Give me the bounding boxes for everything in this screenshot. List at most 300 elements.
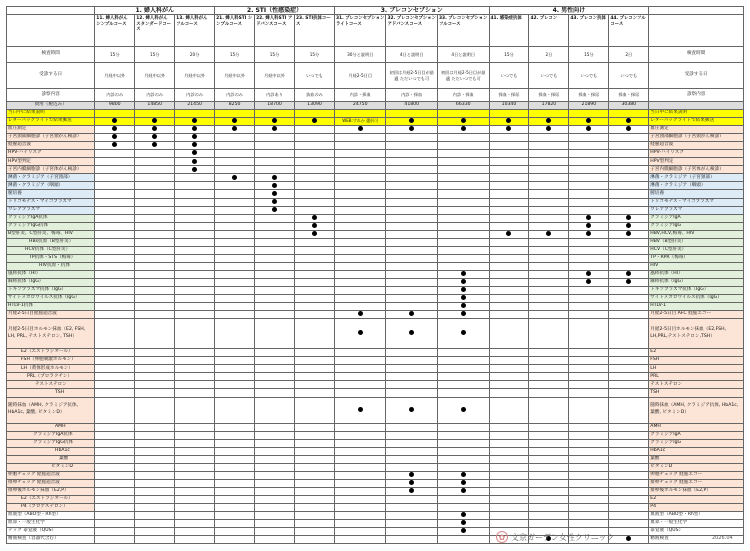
test-cell (569, 487, 609, 495)
test-row (7, 536, 744, 544)
test-cell (489, 381, 529, 389)
test-cell (569, 190, 609, 198)
meta-cell: いつでも (489, 63, 529, 89)
test-cell (95, 295, 135, 303)
test-cell (529, 311, 569, 319)
test-cell (569, 166, 609, 174)
test-cell (569, 471, 609, 479)
included-dot-icon (506, 118, 511, 123)
test-cell (95, 118, 135, 126)
included-dot-icon (461, 279, 466, 284)
test-cell (215, 373, 255, 381)
test-cell (489, 222, 529, 230)
test-cell (215, 158, 255, 166)
test-cell (255, 389, 295, 397)
test-cell (569, 118, 609, 126)
test-cell (295, 174, 335, 182)
test-cell (529, 230, 569, 238)
test-cell (175, 349, 215, 357)
test-row (7, 110, 744, 118)
document-date: 2026.04 (712, 535, 733, 541)
test-cell (529, 439, 569, 447)
meta-cell: 初回は月経2-5日目が最適 ただいつでも可 (437, 63, 489, 89)
included-dot-icon (546, 118, 551, 123)
test-cell (609, 479, 649, 487)
meta-cell: 15分 (295, 47, 335, 63)
test-row (7, 126, 744, 134)
test-cell (386, 397, 438, 423)
meta-cell: 15分 (95, 47, 135, 63)
test-cell (386, 206, 438, 214)
test-cell (489, 319, 529, 349)
test-cell (437, 520, 489, 528)
test-cell (386, 254, 438, 262)
test-cell (569, 150, 609, 158)
test-label: HIV抗原・抗体 (7, 262, 95, 270)
test-row (7, 528, 744, 536)
test-cell (95, 222, 135, 230)
test-cell (255, 254, 295, 262)
test-cell (215, 319, 255, 349)
test-cell (215, 512, 255, 520)
test-cell (386, 503, 438, 511)
test-cell (95, 357, 135, 365)
test-cell (175, 303, 215, 311)
test-cell (334, 126, 386, 134)
test-cell (175, 158, 215, 166)
included-dot-icon (626, 118, 631, 123)
test-row (7, 190, 744, 198)
test-cell (489, 311, 529, 319)
test-cell (569, 311, 609, 319)
test-cell (175, 262, 215, 270)
test-cell (135, 142, 175, 150)
test-cell (489, 447, 529, 455)
included-dot-icon (461, 118, 466, 123)
test-cell (334, 311, 386, 319)
test-cell (95, 520, 135, 528)
test-cell (569, 503, 609, 511)
test-cell (175, 295, 215, 303)
included-dot-icon (546, 126, 551, 131)
test-cell (437, 254, 489, 262)
test-cell (334, 222, 386, 230)
test-cell (334, 182, 386, 190)
test-cell (215, 142, 255, 150)
test-cell (569, 303, 609, 311)
test-cell (295, 479, 335, 487)
included-dot-icon (409, 118, 414, 123)
test-cell (386, 190, 438, 198)
test-cell (609, 134, 649, 142)
test-cell (135, 487, 175, 495)
fee-cell: 41800 (386, 102, 438, 110)
meta-label-right: 検査時間 (649, 47, 744, 63)
test-cell (437, 206, 489, 214)
test-label-right: AMH (649, 423, 744, 431)
included-dot-icon (586, 126, 591, 131)
test-cell (295, 512, 335, 520)
test-cell (437, 262, 489, 270)
test-cell (609, 190, 649, 198)
test-label-right: 卵胞チェック 経腟エコー (649, 471, 744, 479)
test-label: 随時抹血（AMH, クラミジア抗体, HbA1c, 葉酸, ビタミンD） (7, 397, 95, 423)
test-cell (215, 495, 255, 503)
test-cell (135, 423, 175, 431)
test-row (7, 270, 744, 278)
meta-cell: 月経中以外 (175, 63, 215, 89)
meta-cell: 15分 (569, 47, 609, 63)
test-cell (437, 471, 489, 479)
test-cell (95, 439, 135, 447)
test-cell (95, 254, 135, 262)
test-cell (529, 487, 569, 495)
test-cell (609, 254, 649, 262)
test-cell (569, 222, 609, 230)
included-dot-icon (461, 295, 466, 300)
test-cell (175, 254, 215, 262)
test-cell (529, 238, 569, 246)
test-label: 卵胞チェック 経腟超音波 (7, 471, 95, 479)
course-header: 32. ブレコンセプション アドバンスコース (386, 15, 438, 47)
fee-cell: 17820 (529, 102, 569, 110)
test-cell (95, 381, 135, 389)
included-dot-icon (192, 118, 197, 123)
test-cell (437, 463, 489, 471)
test-cell (437, 536, 489, 544)
test-label: サイトメガロウイルス抗体（IgG） (7, 295, 95, 303)
test-cell (529, 174, 569, 182)
test-cell (529, 349, 569, 357)
test-row (7, 206, 744, 214)
test-label: 月経2-5日目ホルモン抹血（E2, FSH, LH, PRL, テストステロン, TSH） (7, 319, 95, 349)
test-label: 精液検査（容器代含む） (7, 536, 95, 544)
test-cell (215, 455, 255, 463)
test-cell (135, 357, 175, 365)
test-cell (609, 230, 649, 238)
test-cell (255, 206, 295, 214)
meta-cell: 20分 (175, 47, 215, 63)
test-row (7, 287, 744, 295)
course-header: 21. 婦人科STI シンプルコース (215, 15, 255, 47)
test-cell (609, 389, 649, 397)
test-cell (437, 423, 489, 431)
test-cell (175, 495, 215, 503)
test-cell (489, 487, 529, 495)
meta-cell: 内診・採血 (386, 89, 438, 102)
test-cell (215, 447, 255, 455)
test-cell (295, 373, 335, 381)
test-cell (215, 190, 255, 198)
test-cell (529, 142, 569, 150)
test-cell (255, 190, 295, 198)
test-cell (255, 150, 295, 158)
test-cell (95, 303, 135, 311)
test-cell (569, 479, 609, 487)
included-dot-icon (152, 118, 157, 123)
test-cell (215, 389, 255, 397)
included-dot-icon (586, 118, 591, 123)
included-dot-icon (506, 231, 511, 236)
test-label-right: 血算・一般生化学 (649, 520, 744, 528)
test-label-right: 血液型（ABO型・Rh型） (649, 512, 744, 520)
included-dot-icon (409, 472, 414, 477)
test-cell (135, 319, 175, 349)
test-row (7, 278, 744, 286)
test-cell (437, 246, 489, 254)
test-cell (437, 126, 489, 134)
test-label-right: 葉酸 (649, 455, 744, 463)
test-cell (386, 174, 438, 182)
test-cell (95, 190, 135, 198)
test-cell (295, 365, 335, 373)
test-cell (295, 166, 335, 174)
test-cell (386, 126, 438, 134)
test-cell (437, 381, 489, 389)
test-label: LH（黄体形成ホルモン） (7, 365, 95, 373)
course-header-blank (7, 15, 95, 47)
test-cell (255, 262, 295, 270)
course-header: 43. ブレコン抗体 (569, 15, 609, 47)
fee-cell: 66330 (437, 102, 489, 110)
test-cell (569, 206, 609, 214)
test-cell (569, 126, 609, 134)
test-cell (295, 198, 335, 206)
test-cell (489, 471, 529, 479)
test-cell (175, 520, 215, 528)
test-cell (334, 214, 386, 222)
test-cell (334, 198, 386, 206)
test-label-right: クラミジアIgG (649, 439, 744, 447)
test-cell (489, 230, 529, 238)
test-cell (334, 520, 386, 528)
test-label-right: HTLV-1 (649, 303, 744, 311)
included-dot-icon (312, 118, 317, 123)
test-cell (437, 479, 489, 487)
test-label-right: HBV（B型肝炎） (649, 238, 744, 246)
test-row (7, 512, 744, 520)
test-cell (609, 238, 649, 246)
test-cell (529, 246, 569, 254)
test-cell (135, 349, 175, 357)
test-cell (609, 423, 649, 431)
test-cell (489, 287, 529, 295)
test-label: 淋菌・クラミジア（子宮頸部） (7, 174, 95, 182)
meta-cell: 内診あり (255, 89, 295, 102)
test-cell (215, 381, 255, 389)
test-label: 子宮頸部細胞診（子宮頸がん検診） (7, 134, 95, 142)
included-dot-icon (358, 126, 363, 131)
test-cell (95, 110, 135, 118)
test-cell (135, 381, 175, 389)
included-dot-icon (506, 126, 511, 131)
meta-label: 診察内容 (7, 89, 95, 102)
test-cell (215, 182, 255, 190)
test-cell (529, 373, 569, 381)
test-cell (295, 431, 335, 439)
test-cell (489, 423, 529, 431)
included-dot-icon (232, 175, 237, 180)
test-row (7, 455, 744, 463)
meta-cell: 内診のみ (135, 89, 175, 102)
meta-cell: 内診のみ (215, 89, 255, 102)
test-cell (334, 150, 386, 158)
test-cell (295, 278, 335, 286)
test-cell (609, 319, 649, 349)
test-cell (569, 142, 609, 150)
meta-cell: 2日 (529, 47, 569, 63)
test-cell (529, 166, 569, 174)
test-cell (386, 365, 438, 373)
test-label: TP抗体・STS（梅毒） (7, 254, 95, 262)
test-row (7, 487, 744, 495)
test-cell (255, 311, 295, 319)
test-cell (175, 512, 215, 520)
test-cell (255, 246, 295, 254)
test-cell (334, 238, 386, 246)
included-dot-icon (232, 118, 237, 123)
test-label: 当日中に結果説明 (7, 110, 95, 118)
test-cell (489, 158, 529, 166)
test-cell (529, 182, 569, 190)
meta-cell: 15分 (255, 47, 295, 63)
fee-label: 費用（税込み） (7, 102, 95, 110)
test-cell (215, 349, 255, 357)
test-cell (295, 447, 335, 455)
course-header: 42. ブレコン (529, 15, 569, 47)
included-dot-icon (112, 142, 117, 147)
meta-cell: 4日と説明日 (437, 47, 489, 63)
test-cell (529, 471, 569, 479)
test-cell (529, 190, 569, 198)
test-cell (609, 381, 649, 389)
included-dot-icon (461, 528, 466, 533)
test-row (7, 431, 744, 439)
test-cell (95, 455, 135, 463)
test-row (7, 365, 744, 373)
test-row (7, 230, 744, 238)
test-cell (334, 373, 386, 381)
test-cell (255, 479, 295, 487)
test-cell (95, 270, 135, 278)
meta-cell: 2日 (609, 47, 649, 63)
test-cell (295, 439, 335, 447)
test-cell (255, 455, 295, 463)
test-cell (295, 455, 335, 463)
test-cell (569, 463, 609, 471)
test-cell (529, 319, 569, 349)
test-cell (295, 134, 335, 142)
fee-row (7, 102, 744, 110)
test-cell (215, 520, 255, 528)
test-cell (295, 423, 335, 431)
meta-row (7, 47, 744, 63)
test-label: レターパックライトで結果郵送 (7, 118, 95, 126)
test-label-right: 月経2-5日目 AFC 経腟エコー (649, 311, 744, 319)
test-cell (569, 214, 609, 222)
test-cell (609, 158, 649, 166)
test-cell (175, 246, 215, 254)
test-cell (95, 349, 135, 357)
test-cell (386, 142, 438, 150)
test-cell (295, 222, 335, 230)
test-label: 排卵後ホルモン抹血（E2,P） (7, 487, 95, 495)
test-cell (489, 190, 529, 198)
test-cell (175, 455, 215, 463)
test-cell (386, 536, 438, 544)
test-cell (295, 495, 335, 503)
test-cell (334, 262, 386, 270)
test-label: トリコモナス・マイコプラズマ (7, 198, 95, 206)
test-cell (135, 295, 175, 303)
test-cell (135, 206, 175, 214)
test-row (7, 142, 744, 150)
test-label-right: レターパックライトで結果郵送 (649, 118, 744, 126)
included-dot-icon (461, 330, 466, 335)
test-cell (489, 126, 529, 134)
meta-cell: 月経中以外 (255, 63, 295, 89)
test-cell (437, 230, 489, 238)
test-cell (386, 158, 438, 166)
included-dot-icon (272, 175, 277, 180)
test-cell (95, 230, 135, 238)
test-label-right: HCV（C型肝炎） (649, 246, 744, 254)
meta-cell: 内診・採血 (334, 89, 386, 102)
fee-cell: 10340 (489, 102, 529, 110)
test-cell (175, 166, 215, 174)
test-label: テストステロン (7, 381, 95, 389)
test-cell (215, 463, 255, 471)
test-cell (334, 431, 386, 439)
test-cell (569, 262, 609, 270)
test-cell (255, 198, 295, 206)
test-cell (609, 262, 649, 270)
test-cell (489, 349, 529, 357)
meta-cell: 月経中以外 (135, 63, 175, 89)
test-cell (489, 455, 529, 463)
test-cell (437, 222, 489, 230)
meta-cell: 内診・採血 (437, 89, 489, 102)
test-cell (609, 311, 649, 319)
test-label-right: 経膣超音波 (649, 142, 744, 150)
test-cell (215, 230, 255, 238)
test-cell (215, 206, 255, 214)
meta-cell: 15分 (489, 47, 529, 63)
test-cell (489, 397, 529, 423)
test-cell (135, 512, 175, 520)
meta-cell: 月経中以外 (215, 63, 255, 89)
test-cell (135, 287, 175, 295)
test-cell (175, 198, 215, 206)
test-cell (215, 262, 255, 270)
test-row (7, 503, 744, 511)
test-cell (569, 373, 609, 381)
test-cell (135, 126, 175, 134)
test-cell: WEB:ずれか 選択可 (334, 118, 386, 126)
test-cell (135, 471, 175, 479)
test-cell (569, 254, 609, 262)
test-cell (489, 110, 529, 118)
test-cell (135, 118, 175, 126)
test-cell (386, 319, 438, 349)
test-cell (609, 110, 649, 118)
test-cell (529, 479, 569, 487)
test-label: HTLV-1抗体 (7, 303, 95, 311)
test-cell (215, 134, 255, 142)
included-dot-icon (112, 118, 117, 123)
test-cell (215, 246, 255, 254)
test-cell (175, 238, 215, 246)
